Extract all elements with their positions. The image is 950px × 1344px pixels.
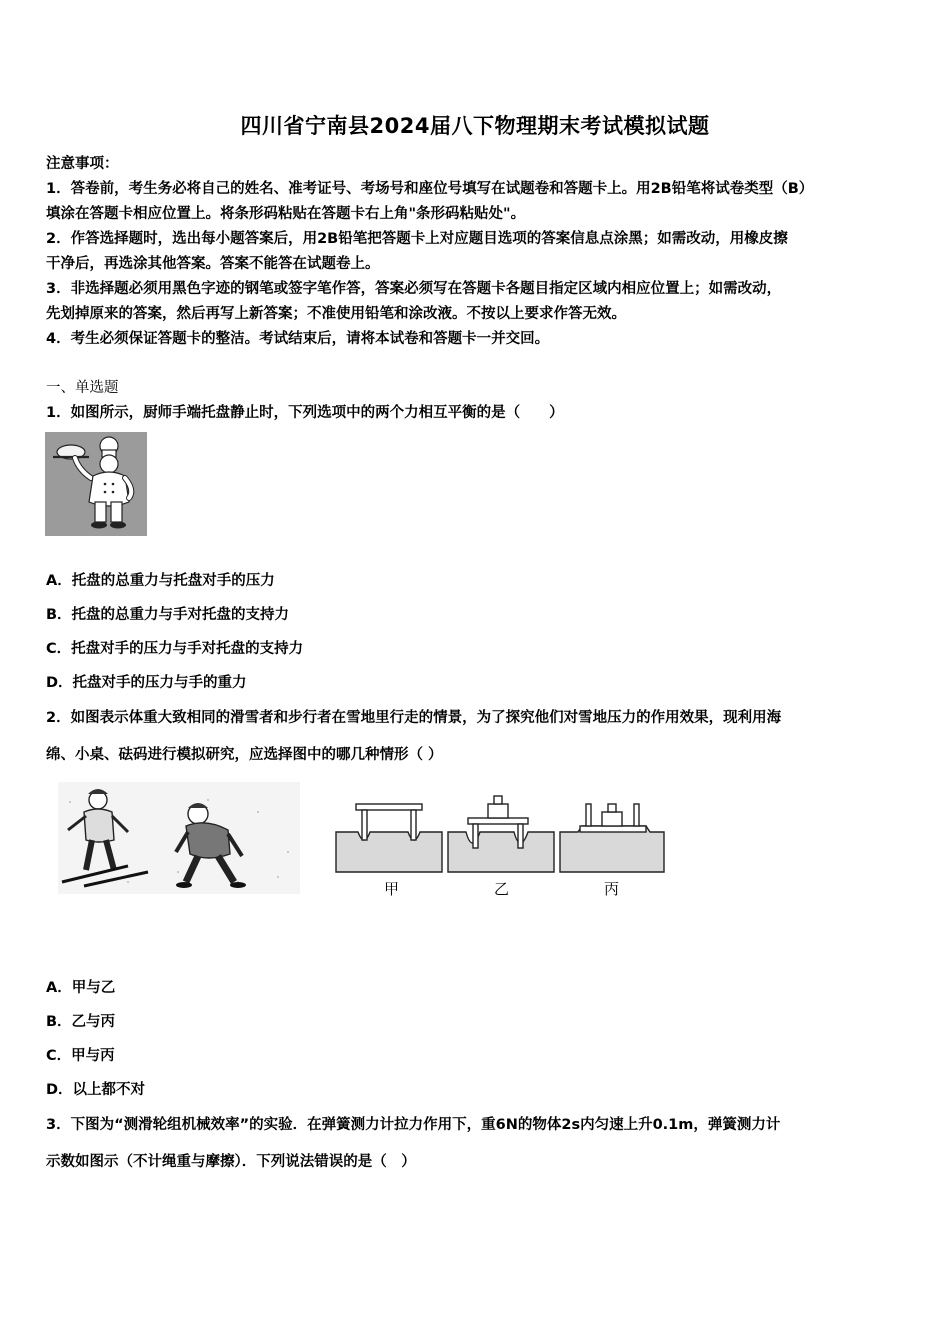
figure-label-yi: 乙 [494,880,510,898]
notice-line: 先划掉原来的答案，然后再写上新答案；不准使用铅笔和涂改液。不按以上要求作答无效。 [46,306,626,322]
question-2-option-d: D．以上都不对 [46,1082,146,1098]
notice-line: 1．答卷前，考生务必将自己的姓名、准考证号、考场号和座位号填写在试题卷和答题卡上。用2B铅笔将试卷类型（B） [46,181,814,197]
section-heading: 一、单选题 [46,380,119,396]
notice-line: 3．非选择题必须用黑色字迹的钢笔或签字笔作答，答案必须写在答题卡各题目指定区域内相应位置上；如需改动， [46,281,782,297]
question-1-option-c: C．托盘对手的压力与手对托盘的支持力 [46,641,304,657]
chef-leg [111,502,122,522]
notice-heading: 注意事项： [46,156,119,172]
question-1-stem: 1．如图所示，厨师手端托盘静止时，下列选项中的两个力相互平衡的是（ ） [46,405,564,421]
setup-bing [560,804,664,872]
weight [602,812,622,826]
setup-yi [448,796,554,872]
page-title: 四川省宁南县2024届八下物理期末考试模拟试题 [240,114,710,138]
skier-walker-figure [58,782,300,894]
notice-line: 2．作答选择题时，选出每小题答案后，用2B铅笔把答题卡上对应题目选项的答案信息点涂黑；如需改动，用橡皮擦 [46,231,788,247]
chef-head [100,455,118,473]
chef-tray-figure [45,432,147,536]
weight [488,804,508,818]
notice-line: 干净后，再选涂其他答案。答案不能答在试题卷上。 [46,256,380,272]
notice-line: 4．考生必须保证答题卡的整洁。考试结束后，请将本试卷和答题卡一并交回。 [46,331,550,347]
question-1-option-b: B．托盘的总重力与手对托盘的支持力 [46,607,290,623]
question-2-option-b: B．乙与丙 [46,1014,116,1030]
chef-leg [95,502,106,522]
question-1-option-d: D．托盘对手的压力与手的重力 [46,675,247,691]
setup-jia [336,804,442,872]
figure-label-bing: 丙 [604,880,620,898]
notice-line: 填涂在答题卡相应位置上。将条形码粘贴在答题卡右上角"条形码粘贴处"。 [46,206,526,222]
question-3-stem-line1: 3．下图为“测滑轮组机械效率”的实验．在弹簧测力计拉力作用下，重6N的物体2s内匀速上升0.1m，弹簧测力计 [46,1117,781,1133]
question-2-option-c: C．甲与丙 [46,1048,115,1064]
figure-label-jia: 甲 [384,880,400,898]
question-1-option-a: A．托盘的总重力与托盘对手的压力 [46,573,275,589]
question-3-stem-line2: 示数如图示（不计绳重与摩擦）．下列说法错误的是（ ） [46,1154,416,1170]
question-2-stem-line1: 2．如图表示体重大致相同的滑雪者和步行者在雪地里行走的情景，为了探究他们对雪地压力的作用效果，现利用海 [46,710,782,726]
question-2-stem-line2: 绵、小桌、砝码进行模拟研究，应选择图中的哪几种情形（ ） [46,747,443,763]
question-2-option-a: A．甲与乙 [46,980,116,996]
